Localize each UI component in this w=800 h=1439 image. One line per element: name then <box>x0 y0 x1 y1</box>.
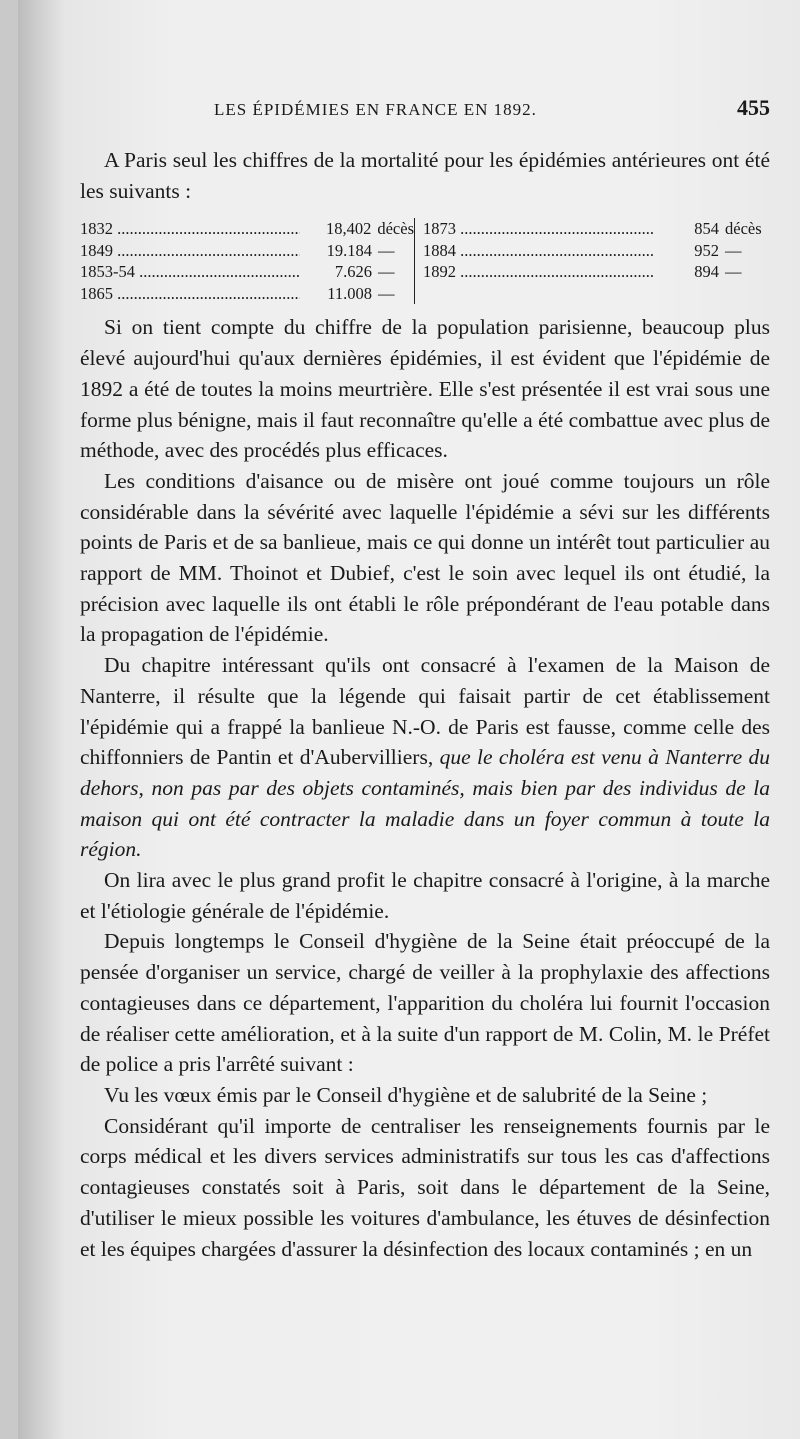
year-cell: 1832 ..... <box>80 218 300 240</box>
table-row <box>80 240 414 262</box>
value-cell: 11.008 <box>327 283 372 303</box>
table-row <box>80 283 414 305</box>
unit-cell: décès <box>725 219 762 239</box>
page-content <box>80 95 770 1264</box>
paragraph-voeux: Vu les vœux émis par le Conseil d'hygiène et de salubrité de la Seine ; <box>104 1082 708 1107</box>
year-cell: 1884 ..... <box>423 240 653 262</box>
table-row <box>423 218 770 240</box>
paragraph-conditions: Les conditions d'aisance ou de misère ont joué comme toujours un rôle considérable dans la sévérité avec laquelle l'épidémie a sévi sur les différents points de Paris et de sa banlieue, mais ce qui donne un intérêt tout particulier au rapport de MM. Thoinot et Dubief, c'est le soin avec lequel ils ont étudié, la précision avec laquelle ils ont établi le rôle prépondérant de l'eau potable dans la propagation de l'épidémie. <box>80 468 770 647</box>
unit-cell: — <box>378 262 395 282</box>
year-cell: 1892 ..... <box>423 261 653 283</box>
page-number: 455 <box>737 95 770 120</box>
table-row <box>80 218 414 240</box>
table-row <box>423 240 770 262</box>
year-cell: 1873 ..... <box>423 218 653 240</box>
table-row <box>423 261 770 283</box>
unit-cell: — <box>378 240 395 260</box>
mortality-table-right-column <box>415 218 770 304</box>
unit-cell: décès <box>377 219 414 239</box>
paragraph-considerant: Considérant qu'il importe de centraliser les renseignements fournis par le corps médical et les divers services administratifs sur tous les cas d'affections contagieuses constatés soit à Paris, soit dans le département de la Seine, d'utiliser le mieux possible les voitures d'ambulance, les étuves de désinfection et les équipes chargées d'assurer la désinfection des locaux contaminés ; en un <box>80 1113 770 1261</box>
value-cell: 7.626 <box>334 262 372 282</box>
mortality-table <box>80 218 770 304</box>
running-head: LES ÉPIDÉMIES EN FRANCE EN 1892. <box>214 100 537 119</box>
intro-paragraph: A Paris seul les chiffres de la mortalité pour les épidémies antérieures ont été les suivants : <box>80 148 770 203</box>
value-cell: 18,402 <box>325 219 372 239</box>
year-cell: 1849 ..... <box>80 240 300 262</box>
value-cell: 19.184 <box>326 240 372 260</box>
table-row <box>80 261 414 283</box>
value-cell: 854 <box>694 219 719 239</box>
value-cell: 894 <box>694 262 719 282</box>
paragraph-conseil: Depuis longtemps le Conseil d'hygiène de la Seine était préoccupé de la pensée d'organiser un service, chargé de veiller à la prophylaxie des affections contagieuses dans ce département, l'apparition du choléra lui fournit l'occasion de réaliser cette amélioration, et à la suite d'un rapport de M. Colin, M. le Préfet de police a pris l'arrêté suivant : <box>80 929 770 1077</box>
year-cell: 1853-54 ..... <box>80 261 300 283</box>
unit-cell: — <box>725 262 742 282</box>
paragraph-nanterre-italic: que le choléra est venu à Nanterre du dehors, non pas par des objets contaminés, mais bien par des individus de la maison qui ont été contracter la maladie dans un foyer commun à toute la région. <box>80 745 771 862</box>
paragraph-nanterre <box>80 650 770 865</box>
paragraph-chapter: On lira avec le plus grand profit le chapitre consacré à l'origine, à la marche et l'étiologie générale de l'épidémie. <box>80 868 770 923</box>
value-cell: 952 <box>694 240 719 260</box>
book-page <box>18 0 800 1439</box>
paragraph-nanterre-text: Du chapitre intéressant qu'ils ont consacré à l'examen de la Maison de Nanterre, il résulte que la légende qui faisait partir de cet établissement l'épidémie qui a frappé la banlieue N.-O. de Paris est fausse, comme celle des chiffonniers de Pantin et d'Aubervilliers, <box>80 653 770 770</box>
paragraph-population: Si on tient compte du chiffre de la population parisienne, beaucoup plus élevé aujourd'hui qu'aux dernières épidémies, il est évident que l'épidémie de 1892 a été de toutes la moins meurtrière. Elle s'est présentée il est vrai sous une forme plus bénigne, mais il faut reconnaître qu'elle a été combattue avec plus de méthode, avec des procédés plus efficaces. <box>80 315 770 463</box>
unit-cell: — <box>378 283 395 303</box>
unit-cell: — <box>725 240 742 260</box>
mortality-table-left-column <box>80 218 415 304</box>
page-header <box>214 95 770 131</box>
year-cell: 1865 ..... <box>80 283 300 305</box>
